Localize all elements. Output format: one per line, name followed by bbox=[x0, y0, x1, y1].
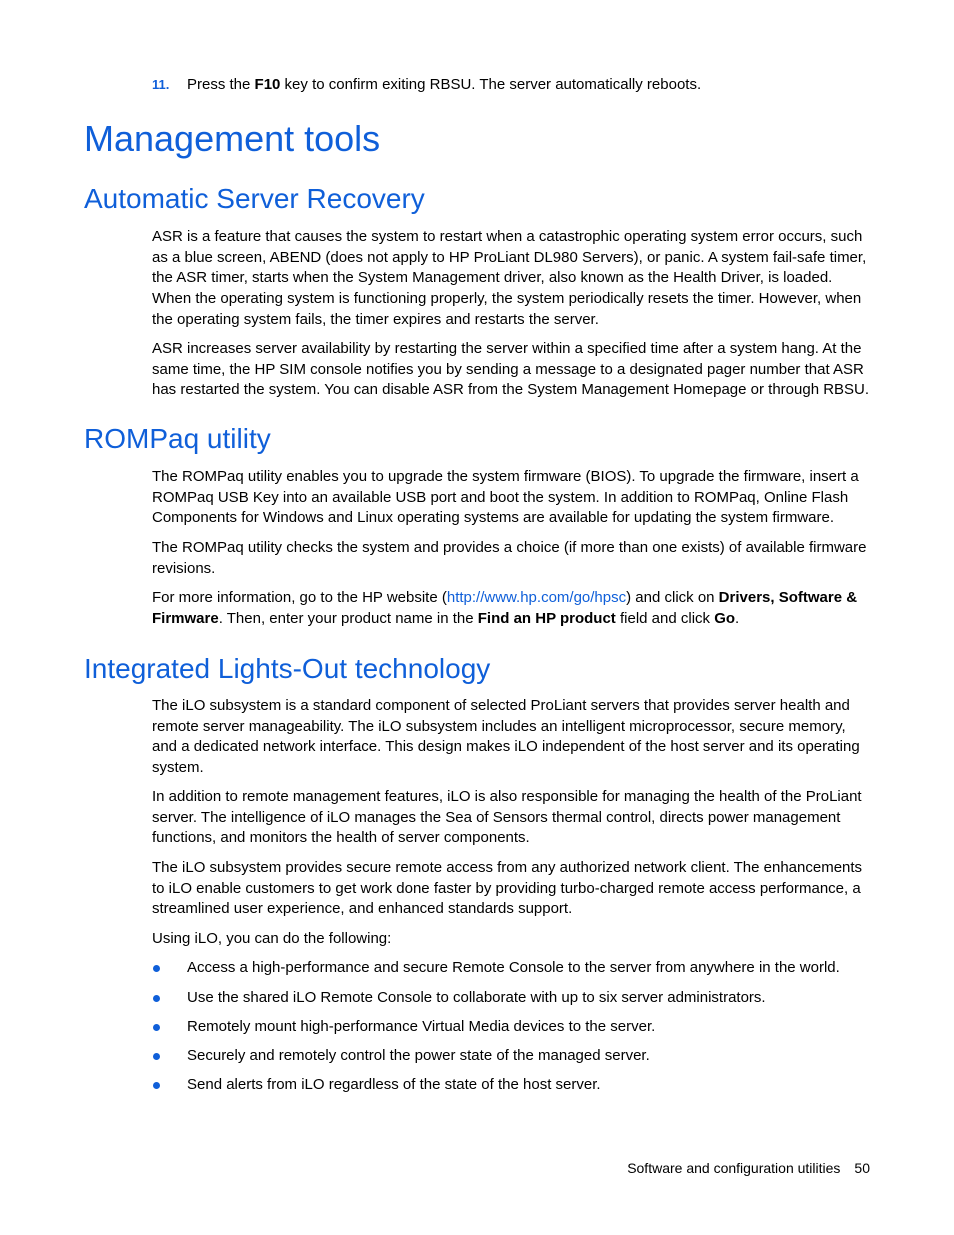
bullet-icon bbox=[153, 1024, 160, 1031]
bullet-icon bbox=[153, 995, 160, 1002]
rompaq-p3-text-4: field and click bbox=[615, 609, 715, 627]
ilo-heading: Integrated Lights-Out technology bbox=[84, 653, 491, 684]
list-item-text: Send alerts from iLO regardless of the state of the host server. bbox=[187, 1076, 601, 1093]
list-item-text: Remotely mount high-performance Virtual Media devices to the server. bbox=[187, 1018, 656, 1035]
find-product-label: Find an HP product bbox=[477, 609, 616, 627]
rompaq-paragraph-2: The ROMPaq utility checks the system and provides a choice (if more than one exists) of available firmware revisions. bbox=[152, 539, 867, 577]
footer-section-label: Software and configuration utilities bbox=[627, 1160, 841, 1176]
ilo-paragraph-1: The iLO subsystem is a standard component of selected ProLiant servers that provides server health and remote server manageability. The iLO subsystem includes an intelligent microprocessor, secure memory, and a dedicated network interface. This design makes iLO independent of the host server and its operating system. bbox=[152, 697, 860, 777]
step-text-pre: Press the bbox=[187, 76, 255, 93]
rompaq-p3-text-5: . bbox=[735, 609, 740, 627]
page-footer bbox=[627, 1158, 870, 1178]
asr-paragraph-2: ASR increases server availability by restarting the server within a specified time after a system hang. At the same time, the HP SIM console notifies you by sending a message to a designated pager number that ASR has restarted the system. You can disable ASR from the System Management Homepage or through RBSU. bbox=[152, 340, 870, 399]
list-item-text: Securely and remotely control the power state of the managed server. bbox=[187, 1047, 650, 1064]
step-key: F10 bbox=[254, 76, 281, 93]
rompaq-paragraph-3 bbox=[152, 588, 870, 629]
rompaq-heading: ROMPaq utility bbox=[84, 423, 271, 454]
ilo-paragraph-4: Using iLO, you can do the following: bbox=[152, 930, 392, 947]
page-number: 50 bbox=[854, 1160, 870, 1176]
rompaq-p3-text-1: For more information, go to the HP website ( bbox=[152, 589, 447, 606]
drivers-software-firmware-label: Drivers, Software & Firmware bbox=[152, 589, 858, 627]
go-label: Go bbox=[714, 609, 736, 627]
hp-website-link[interactable]: http://www.hp.com/go/hpsc bbox=[446, 589, 627, 606]
rompaq-p3-text-3: . Then, enter your product name in the bbox=[218, 609, 478, 627]
page-title: Management tools bbox=[84, 118, 381, 159]
asr-paragraph-1: ASR is a feature that causes the system to restart when a catastrophic operating system error occurs, such as a blue screen, ABEND (does not apply to HP ProLiant DL980 Servers), or panic. A system fail-safe timer, the ASR timer, starts when the System Management driver, also known as the Health Driver, is loaded. When the operating system is functioning properly, the system periodically resets the timer. However, when the operating system fails, the timer expires and restarts the server. bbox=[152, 228, 867, 328]
list-item-text: Use the shared iLO Remote Console to collaborate with up to six server administrators. bbox=[187, 989, 766, 1006]
list-item-text: Access a high-performance and secure Remote Console to the server from anywhere in the world. bbox=[187, 959, 840, 976]
rompaq-p3-text-2: ) and click on bbox=[626, 589, 719, 606]
bullet-icon bbox=[153, 965, 160, 972]
ilo-paragraph-2: In addition to remote management features, iLO is also responsible for managing the health of the ProLiant server. The intelligence of iLO manages the Sea of Sensors thermal control, directs power management functions, and monitors the health of server components. bbox=[152, 788, 862, 847]
step-number: 11. bbox=[152, 77, 170, 92]
asr-heading: Automatic Server Recovery bbox=[84, 183, 425, 214]
step-text-post: key to confirm exiting RBSU. The server automatically reboots. bbox=[280, 76, 702, 93]
bullet-icon bbox=[153, 1053, 160, 1060]
ilo-paragraph-3: The iLO subsystem provides secure remote access from any authorized network client. The enhancements to iLO enable customers to get work done faster by providing turbo-charged remote access performance, a streamlined user experience, and enhanced standards support. bbox=[152, 859, 863, 918]
procedure-step-11 bbox=[152, 75, 701, 95]
bullet-icon bbox=[153, 1082, 160, 1089]
rompaq-paragraph-1: The ROMPaq utility enables you to upgrade the system firmware (BIOS). To upgrade the firmware, insert a ROMPaq USB Key into an available USB port and boot the system. In addition to ROMPaq, Online Flash Components for Windows and Linux operating systems are available for updating the system firmware. bbox=[152, 468, 859, 527]
